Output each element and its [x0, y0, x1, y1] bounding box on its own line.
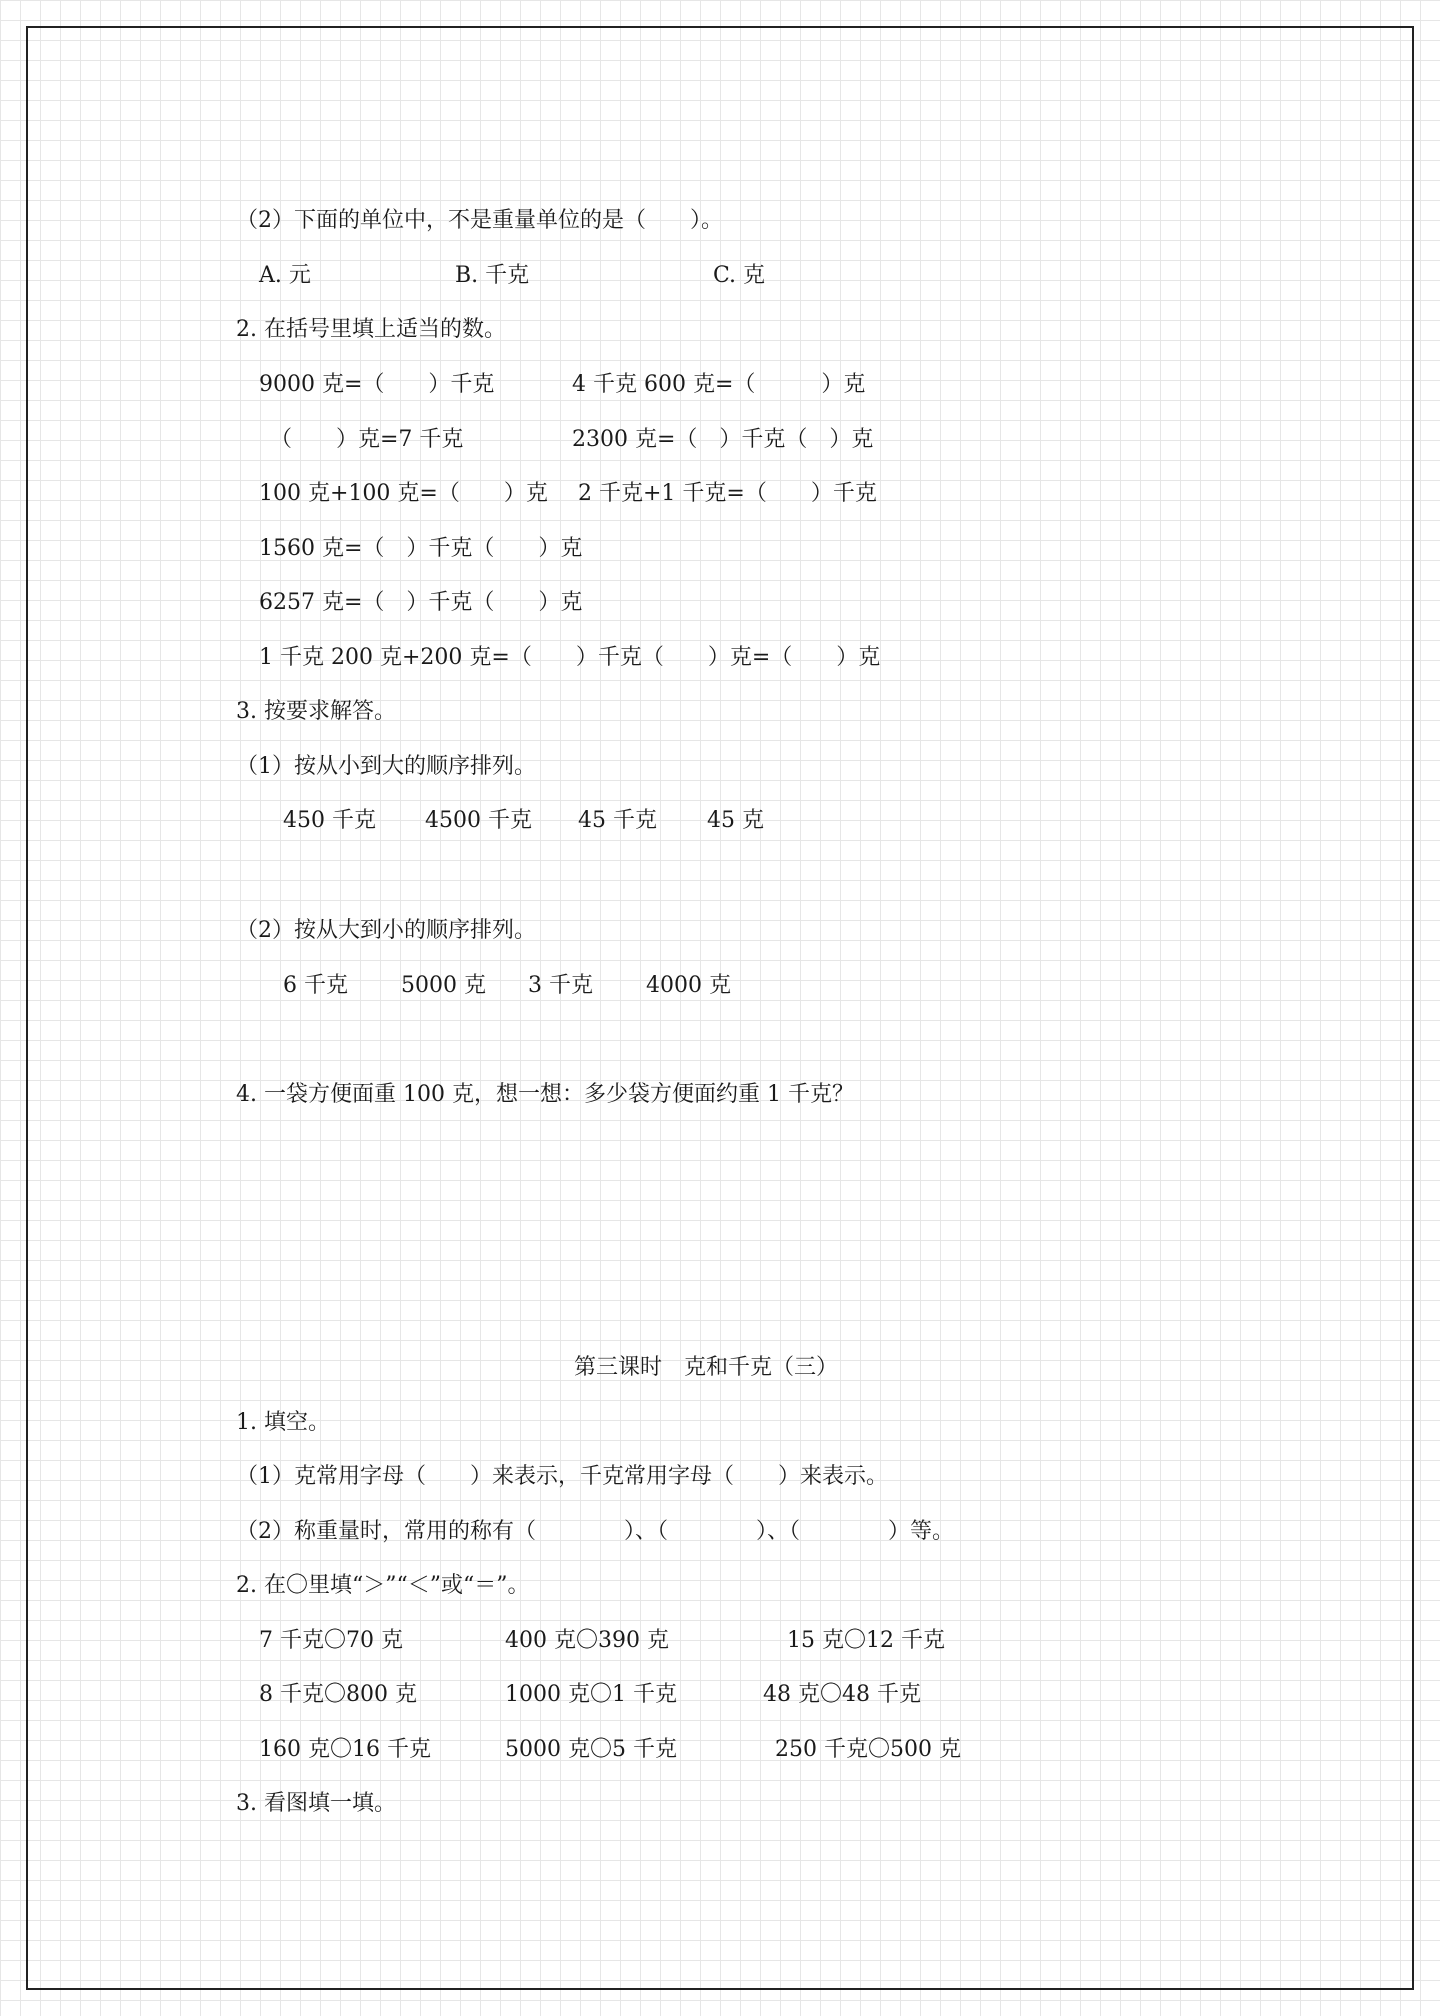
compare-item: 7 千克〇70 克: [259, 1628, 403, 1653]
compare-item: 160 克〇16 千克: [259, 1737, 431, 1762]
q2-item: （ ）克=7 千克: [270, 427, 464, 452]
sort-item: 4500 千克: [425, 808, 532, 833]
sort-item: 5000 克: [401, 973, 486, 998]
compare-item: 1000 克〇1 千克: [505, 1682, 677, 1707]
sort-item: 3 千克: [528, 973, 593, 998]
compare-item: 8 千克〇800 克: [259, 1682, 417, 1707]
question-2-title: 2. 在括号里填上适当的数。: [236, 317, 506, 342]
compare-item: 400 克〇390 克: [505, 1628, 669, 1653]
q2-item: 9000 克=（ ）千克: [259, 372, 495, 397]
question-1-2: （2）下面的单位中，不是重量单位的是（ ）。: [236, 208, 723, 233]
p2-question-1-1: （1）克常用字母（ ）来表示，千克常用字母（ ）来表示。: [236, 1464, 888, 1489]
option-b: B. 千克: [455, 263, 530, 288]
question-3-1: （1）按从小到大的顺序排列。: [236, 754, 536, 779]
q2-item: 4 千克 600 克=（ ）克: [572, 372, 866, 397]
compare-item: 5000 克〇5 千克: [505, 1737, 677, 1762]
option-c: C. 克: [713, 263, 766, 288]
compare-item: 15 克〇12 千克: [787, 1628, 945, 1653]
question-3-title: 3. 按要求解答。: [236, 699, 396, 724]
sort-item: 45 克: [707, 808, 764, 833]
option-a: A. 元: [259, 263, 311, 288]
sort-item: 6 千克: [283, 973, 348, 998]
p2-question-2-title: 2. 在〇里填“＞”“＜”或“＝”。: [236, 1573, 530, 1598]
question-3-2: （2）按从大到小的顺序排列。: [236, 918, 536, 943]
p2-question-1-title: 1. 填空。: [236, 1410, 330, 1435]
q2-item: 1560 克=（ ）千克（ ）克: [259, 536, 583, 561]
sort-item: 450 千克: [283, 808, 376, 833]
lesson-title: 第三课时 克和千克（三）: [574, 1355, 839, 1380]
q2-item: 2300 克=（ ）千克（ ）克: [572, 427, 874, 452]
compare-item: 48 克〇48 千克: [763, 1682, 921, 1707]
q2-item: 6257 克=（ ）千克（ ）克: [259, 590, 583, 615]
q2-item: 1 千克 200 克+200 克=（ ）千克（ ）克=（ ）克: [259, 645, 881, 670]
p2-question-3-title: 3. 看图填一填。: [236, 1791, 396, 1816]
sort-item: 4000 克: [646, 973, 731, 998]
q2-item: 2 千克+1 千克=（ ）千克: [578, 481, 877, 506]
worksheet-border: [26, 26, 1414, 1990]
p2-question-1-2: （2）称重量时，常用的称有（ ）、（ ）、（ ）等。: [236, 1519, 954, 1544]
compare-item: 250 千克〇500 克: [775, 1737, 961, 1762]
question-4: 4. 一袋方便面重 100 克，想一想：多少袋方便面约重 1 千克？: [236, 1082, 854, 1107]
sort-item: 45 千克: [578, 808, 657, 833]
q2-item: 100 克+100 克=（ ）克: [259, 481, 548, 506]
